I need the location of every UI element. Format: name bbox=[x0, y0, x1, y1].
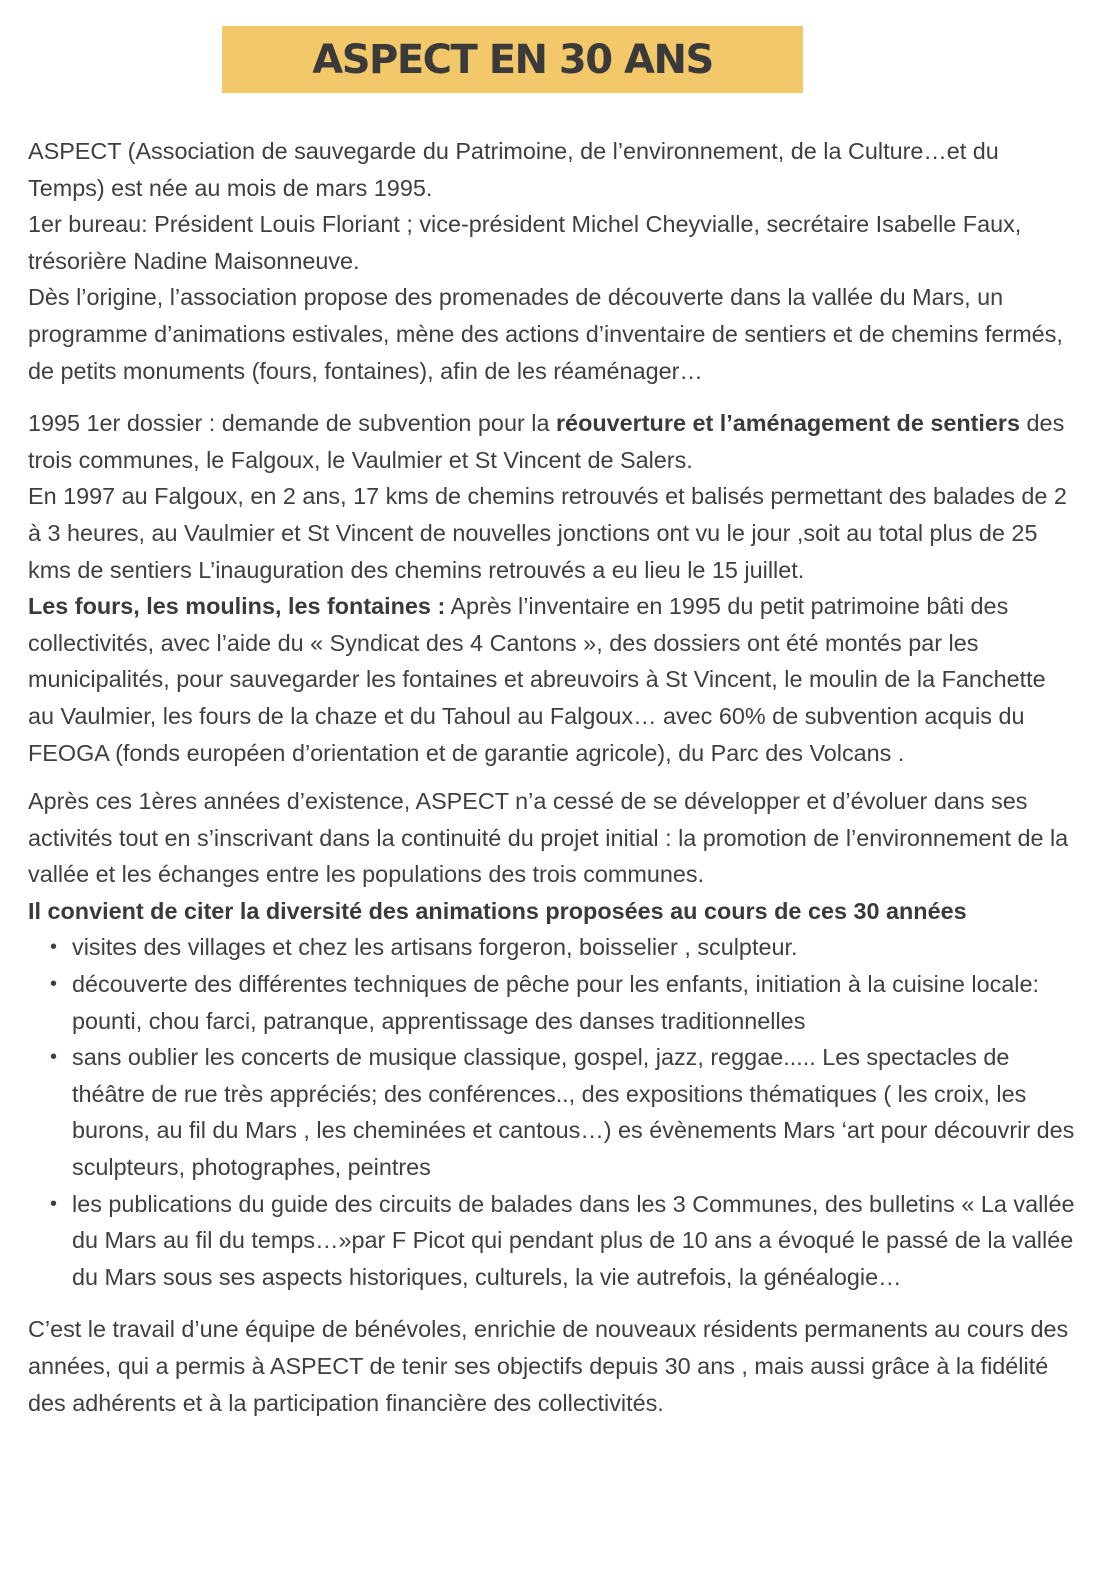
page-title: ASPECT EN 30 ANS bbox=[312, 36, 713, 83]
dossier-bold: réouverture et l’aménagement de sentiers bbox=[555, 410, 1021, 437]
list-item: • sans oublier les concerts de musique classique, gospel, jazz, reggae..... Les spectacles de théâtre de rue très appréciés; des conférences.., des expositions thématiques ( les croix, les burons, au fil du Mars , les cheminées et cantous…) es évènements Mars ‘art pour découvrir des sculpteurs, photographes, peintres bbox=[28, 1039, 1078, 1185]
diversite-heading: Il convient de citer la diversité des animations proposées au cours de ces 30 années bbox=[28, 897, 967, 924]
bullet-icon: • bbox=[50, 1046, 58, 1069]
origin-paragraph: Dès l’origine, l’association propose des promenades de découverte dans la vallée du Mars, un programme d’animations estivales, mène des actions d’inventaire de sentiers et de chemins fermés, de petits monuments (fours, fontaines), afin de les réaménager… bbox=[28, 284, 1063, 384]
intro-paragraph: ASPECT (Association de sauvegarde du Patrimoine, de l’environnement, de la Culture…et du Temps) est née au mois de mars 1995. bbox=[28, 138, 999, 201]
article-body bbox=[28, 133, 1078, 1421]
list-item: • visites des villages et chez les artisans forgeron, boisselier , sculpteur. bbox=[28, 929, 1078, 966]
conclusion-paragraph: C’est le travail d’une équipe de bénévoles, enrichie de nouveaux résidents permanents au cours des années, qui a permis à ASPECT de tenir ses objectifs depuis 30 ans , mais aussi grâce à la fidélité des adhérents et à la participation financière des collectivités. bbox=[28, 1316, 1069, 1416]
bullet-icon: • bbox=[50, 973, 58, 996]
list-item: • les publications du guide des circuits de balades dans les 3 Communes, des bulletins « La vallée du Mars au fil du temps…»par F Picot qui pendant plus de 10 ans a évoqué le passé de la vallée du Mars sous ses aspects historiques, culturels, la vie autrefois, la généalogie… bbox=[28, 1186, 1078, 1296]
fours-paragraph bbox=[28, 588, 1078, 771]
dossier-rest: des trois communes, le Falgoux, le Vaulmier et St Vincent de Salers. bbox=[28, 410, 1065, 473]
bureau-paragraph: 1er bureau: Président Louis Floriant ; vice-président Michel Cheyvialle, secrétaire Isabelle Faux, trésorière Nadine Maisonneuve. bbox=[28, 211, 1022, 274]
dossier-paragraph bbox=[28, 405, 1078, 478]
bullet-icon: • bbox=[50, 1192, 58, 1215]
dossier-lead: 1995 1er dossier : demande de subvention pour la bbox=[28, 410, 556, 437]
animations-list bbox=[28, 929, 1078, 1295]
apres-paragraph: Après ces 1ères années d’existence, ASPECT n’a cessé de se développer et d’évoluer dans ses activités tout en s’inscrivant dans la continuité du projet initial : la promotion de l’environnement de la vallée et les échanges entre les populations des trois communes. bbox=[28, 788, 1069, 888]
list-item: • découverte des différentes techniques de pêche pour les enfants, initiation à la cuisine locale: pounti, chou farci, patranque, apprentissage des danses traditionnelles bbox=[28, 966, 1078, 1039]
falgoux-paragraph: En 1997 au Falgoux, en 2 ans, 17 kms de chemins retrouvés et balisés permettant des balades de 2 à 3 heures, au Vaulmier et St Vincent de nouvelles jonctions ont vu le jour ,soit au total plus de 25 kms de sentiers L’inauguration des chemins retrouvés a eu lieu le 15 juillet. bbox=[28, 483, 1067, 583]
bullet-icon: • bbox=[50, 936, 58, 959]
fours-rest: Après l’inventaire en 1995 du petit patrimoine bâti des collectivités, avec l’aide du « Syndicat des 4 Cantons », des dossiers ont été montés par les municipalités, pour sauvegarder les fontaines et abreuvoirs à St Vincent, le moulin de la Fanchette au Vaulmier, les fours de la chaze et du Tahoul au Falgoux… avec 60% de subvention acquis du FEOGA (fonds européen d’orientation et de garantie agricole), du Parc des Volcans . bbox=[28, 593, 1046, 766]
title-banner bbox=[222, 26, 803, 93]
fours-bold: Les fours, les moulins, les fontaines : bbox=[28, 593, 446, 620]
